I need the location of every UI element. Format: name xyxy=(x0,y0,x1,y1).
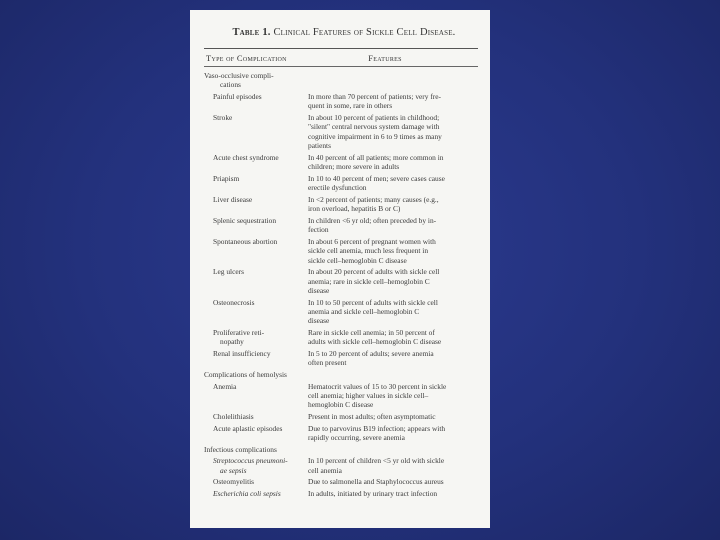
features-line: In adults, initiated by urinary tract infection xyxy=(308,488,438,498)
features-line: adults with sickle cell–hemoglobin C disease xyxy=(308,337,442,347)
table-row xyxy=(204,412,478,421)
complication-line: Spontaneous abortion xyxy=(213,236,278,246)
features-line: children; more severe in adults xyxy=(308,162,400,172)
complication-cell xyxy=(204,370,308,379)
complication-cell xyxy=(204,298,308,326)
table-row xyxy=(204,216,478,235)
table-row xyxy=(204,71,478,90)
features-line: disease xyxy=(308,286,330,296)
complication-line: Painful episodes xyxy=(213,92,262,101)
complication-cell xyxy=(204,71,308,90)
features-line: In more than 70 percent of patients; very fre- xyxy=(308,92,441,101)
complication-line: Vaso-occlusive compli- xyxy=(204,71,274,80)
table-row xyxy=(204,328,478,347)
header-rule xyxy=(204,66,478,67)
complication-cell xyxy=(204,153,308,172)
features-line: Rare in sickle cell anemia; in 50 percent of xyxy=(308,328,435,338)
complication-line: Osteonecrosis xyxy=(213,297,255,307)
complication-line: Streptococcus pneumoni- xyxy=(213,456,288,466)
complication-line: Anemia xyxy=(213,381,237,391)
features-cell xyxy=(308,370,478,379)
features-line: rapidly occurring, severe anemia xyxy=(308,433,405,443)
complication-cell xyxy=(204,445,308,454)
features-line: sickle cell anemia, much less frequent in xyxy=(308,246,429,256)
complication-line: Escherichia coli sepsis xyxy=(213,488,281,498)
features-cell xyxy=(308,328,478,347)
complication-cell xyxy=(204,412,308,421)
features-cell xyxy=(308,424,478,443)
features-cell xyxy=(308,153,478,172)
features-line: often present xyxy=(308,358,347,368)
table-row xyxy=(204,237,478,265)
features-line: Present in most adults; often asymptomatic xyxy=(308,412,436,422)
features-line: anemia; rare in sickle cell–hemoglobin C xyxy=(308,276,430,286)
features-line: cognitive impairment in 6 to 9 times as many xyxy=(308,131,442,141)
complication-line: Cholelithiasis xyxy=(213,412,254,422)
table-row xyxy=(204,424,478,443)
features-line: cell anemia; higher values in sickle cell– xyxy=(308,391,429,401)
features-cell xyxy=(308,267,478,295)
complication-cell xyxy=(204,113,308,151)
complication-cell xyxy=(204,477,308,486)
complication-line: Proliferative reti- xyxy=(213,328,265,338)
complication-line: Acute chest syndrome xyxy=(213,152,279,162)
features-cell xyxy=(308,174,478,193)
table-body xyxy=(204,71,478,498)
features-line: In 10 to 40 percent of men; severe cases cause xyxy=(308,173,445,183)
features-cell xyxy=(308,456,478,475)
complication-cell xyxy=(204,489,308,498)
table-row xyxy=(204,445,478,454)
features-cell xyxy=(308,489,478,498)
complication-cell xyxy=(204,195,308,214)
features-line: In <2 percent of patients; many causes (e.g., xyxy=(308,194,439,204)
features-line: In about 6 percent of pregnant women with xyxy=(308,236,436,246)
features-cell xyxy=(308,237,478,265)
table-page xyxy=(190,10,490,528)
features-cell xyxy=(308,445,478,454)
complication-cell xyxy=(204,267,308,295)
complication-line: Stroke xyxy=(213,113,233,122)
features-line: In 40 percent of all patients; more common in xyxy=(308,152,444,162)
features-cell xyxy=(308,216,478,235)
features-line: In about 10 percent of patients in childhood; xyxy=(308,113,440,122)
complication-line: Acute aplastic episodes xyxy=(213,423,283,433)
complication-cell xyxy=(204,456,308,475)
complication-cell xyxy=(204,237,308,265)
complication-cell xyxy=(204,216,308,235)
features-line: hemoglobin C disease xyxy=(308,400,374,410)
features-cell xyxy=(308,92,478,111)
complication-line: cations xyxy=(220,80,241,90)
table-header xyxy=(204,49,478,66)
features-cell xyxy=(308,113,478,151)
complication-line: ae sepsis xyxy=(220,465,247,475)
features-cell xyxy=(308,71,478,90)
complication-cell xyxy=(204,349,308,368)
features-line: Due to parvovirus B19 infection; appears with xyxy=(308,423,446,433)
complication-cell xyxy=(204,382,308,410)
table-row xyxy=(204,153,478,172)
features-line: quent in some, rare in others xyxy=(308,101,393,111)
table-row xyxy=(204,489,478,498)
features-line: Due to salmonella and Staphylococcus aureus xyxy=(308,477,444,487)
features-line: sickle cell–hemoglobin C disease xyxy=(308,255,407,265)
features-line: anemia and sickle cell–hemoglobin C xyxy=(308,307,420,317)
complication-line: Splenic sequestration xyxy=(213,215,277,225)
table-row xyxy=(204,113,478,151)
features-line: disease xyxy=(308,316,330,326)
features-cell xyxy=(308,412,478,421)
complication-line: Osteomyelitis xyxy=(213,477,255,487)
complication-line: Renal insufficiency xyxy=(213,349,271,359)
complication-line: nopathy xyxy=(220,337,244,347)
features-line: "silent" central nervous system damage with xyxy=(308,122,440,132)
column-header-features: Features xyxy=(368,53,402,63)
features-cell xyxy=(308,477,478,486)
table-title-text: Clinical Features of Sickle Cell Disease. xyxy=(273,27,456,38)
table-row xyxy=(204,382,478,410)
complication-cell xyxy=(204,328,308,347)
features-line: erectile dysfunction xyxy=(308,183,367,193)
features-line: Hematocrit values of 15 to 30 percent in sickle xyxy=(308,381,447,391)
features-line: cell anemia xyxy=(308,465,342,475)
table-row xyxy=(204,477,478,486)
complication-line: Complications of hemolysis xyxy=(204,370,287,380)
complication-cell xyxy=(204,424,308,443)
complication-line: Infectious complications xyxy=(204,444,277,454)
complication-cell xyxy=(204,92,308,111)
table-row xyxy=(204,456,478,475)
features-cell xyxy=(308,382,478,410)
table-row xyxy=(204,174,478,193)
features-cell xyxy=(308,349,478,368)
features-line: iron overload, hepatitis B or C) xyxy=(308,204,401,214)
table-row xyxy=(204,349,478,368)
features-cell xyxy=(308,195,478,214)
features-cell xyxy=(308,298,478,326)
features-line: In about 20 percent of adults with sickle cell xyxy=(308,267,440,277)
complication-line: Priapism xyxy=(213,173,240,183)
complication-cell xyxy=(204,174,308,193)
features-line: In 5 to 20 percent of adults; severe anemia xyxy=(308,349,434,359)
complication-line: Leg ulcers xyxy=(213,267,244,277)
table-title xyxy=(210,27,478,38)
features-line: fection xyxy=(308,225,329,235)
features-line: In 10 percent of children <5 yr old with sickle xyxy=(308,456,445,466)
features-line: patients xyxy=(308,141,331,151)
table-row xyxy=(204,370,478,379)
column-header-complication: Type of Complication xyxy=(206,53,287,63)
table-row xyxy=(204,195,478,214)
features-line: In 10 to 50 percent of adults with sickle cell xyxy=(308,297,438,307)
table-row xyxy=(204,267,478,295)
table-row xyxy=(204,298,478,326)
features-line: In children <6 yr old; often preceded by in- xyxy=(308,215,437,225)
table-row xyxy=(204,92,478,111)
complication-line: Liver disease xyxy=(213,194,253,204)
table-number: Table 1. xyxy=(232,27,271,38)
